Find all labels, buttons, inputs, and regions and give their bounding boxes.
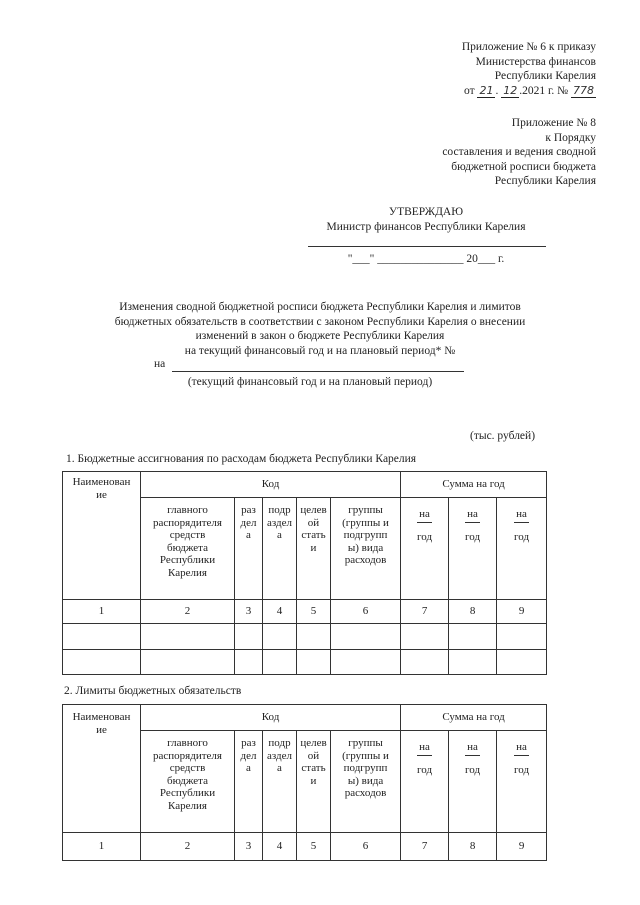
date-month: 12 [503, 83, 518, 97]
appendix-procedure-line1: Приложение № 8 [511, 117, 596, 129]
s2-sub-gr: главного распорядителя средств бюджета Республики Карелия [141, 731, 235, 833]
s1-num-4: 4 [263, 600, 297, 624]
doc-title-line3: изменений в закон о бюджете Республики Карелия [195, 330, 445, 342]
s2-num-5: 5 [297, 833, 331, 861]
s2-num-4: 4 [263, 833, 297, 861]
s1-sub-target: целев ой стать и [297, 498, 331, 600]
s1-num-3: 3 [235, 600, 263, 624]
s2-sub-podrazdel: подр аздел а [263, 731, 297, 833]
appendix-procedure-line2: к Порядку [545, 131, 596, 144]
s2-year3-na: на [514, 741, 529, 756]
s2-year-col-2 [449, 731, 497, 833]
s1-num-5: 5 [297, 600, 331, 624]
s2-year1-god: год [417, 764, 433, 776]
s2-num-3: 3 [235, 833, 263, 861]
section1-table [62, 471, 547, 675]
doc-title-line1: Изменения сводной бюджетной росписи бюджета Республики Карелия и лимитов [119, 301, 521, 313]
approval-title: УТВЕРЖДАЮ [388, 206, 464, 218]
appendix-procedure-block [442, 116, 596, 189]
s2-year-col-1 [401, 731, 449, 833]
s2-sub-target: целев ой стать и [297, 731, 331, 833]
appendix-procedure-line5: Республики Карелия [494, 175, 596, 187]
doc-title-line4: на текущий финансовый год и на плановый период* № [184, 344, 456, 357]
s2-num-9: 9 [497, 833, 547, 861]
doc-title-line2: бюджетных обязательств в соответствии с законом Республики Карелия о внесении [114, 315, 526, 328]
s1-col-name-header: Наименован ие [63, 472, 141, 600]
s2-num-1: 1 [63, 833, 141, 861]
appendix-order-line3: Республики Карелия [494, 70, 596, 82]
s1-empty-row-1 [63, 624, 547, 650]
s1-col-code-header: Код [141, 472, 401, 498]
appendix-order-block [462, 40, 596, 98]
appendix-procedure-line4: бюджетной росписи бюджета [451, 160, 596, 173]
s2-sub-razdel: раз дел а [235, 731, 263, 833]
s2-num-8: 8 [449, 833, 497, 861]
units-label: (тыс. рублей) [470, 430, 536, 442]
date-year: .2021 г. № [519, 84, 569, 97]
approval-position: Министр финансов Республики Карелия [326, 221, 526, 233]
s2-year2-na: на [465, 741, 480, 756]
appendix-procedure-line3: составления и ведения сводной [442, 146, 596, 158]
doc-title-line5-prefix: на [154, 358, 166, 370]
s1-year3-na: на [514, 508, 529, 523]
section2-title: 2. Лимиты бюджетных обязательств [64, 685, 242, 697]
date-day: 21 [479, 83, 494, 97]
s2-col-code-header: Код [141, 705, 401, 731]
date-sep: . [495, 84, 499, 97]
s1-year2-god: год [465, 531, 481, 543]
s1-num-7: 7 [401, 600, 449, 624]
s1-num-9: 9 [497, 600, 547, 624]
s1-sub-gr: главного распорядителя средств бюджета Республики Карелия [141, 498, 235, 600]
section2-table [62, 704, 547, 861]
s2-col-sum-header: Сумма на год [401, 705, 547, 731]
approval-signature-line [308, 246, 546, 247]
s1-empty-row-2 [63, 650, 547, 675]
s2-year3-god: год [514, 764, 530, 776]
s1-year-col-2 [449, 498, 497, 600]
s1-year1-god: год [417, 531, 433, 543]
s1-year-col-1 [401, 498, 449, 600]
s1-sub-podrazdel: подр аздел а [263, 498, 297, 600]
s2-sub-groups: группы (группы и подгрупп ы) вида расходов [331, 731, 401, 833]
s1-year3-god: год [514, 531, 530, 543]
s1-num-8: 8 [449, 600, 497, 624]
s2-year1-na: на [417, 741, 432, 756]
doc-title [0, 300, 640, 358]
s1-sub-groups: группы (группы и подгрупп ы) вида расходов [331, 498, 401, 600]
s2-num-2: 2 [141, 833, 235, 861]
s1-year-col-3 [497, 498, 547, 600]
date-prefix: от [463, 84, 475, 97]
s1-num-6: 6 [331, 600, 401, 624]
appendix-order-date [462, 84, 596, 99]
s2-col-name-header: Наименован ие [63, 705, 141, 833]
approval-date-line: "___" _______________ 20___ г. [347, 253, 505, 265]
s2-year2-god: год [465, 764, 481, 776]
s1-year2-na: на [465, 508, 480, 523]
s2-year-col-3 [497, 731, 547, 833]
section1-title: 1. Бюджетные ассигнования по расходам бюджета Республики Карелия [66, 453, 417, 465]
s2-num-7: 7 [401, 833, 449, 861]
s1-sub-razdel: раз дел а [235, 498, 263, 600]
appendix-order-line1: Приложение № 6 к приказу [461, 41, 596, 53]
s1-num-1: 1 [63, 600, 141, 624]
s1-year1-na: на [417, 508, 432, 523]
doc-title-blank-line [172, 371, 464, 372]
appendix-order-line2: Министерства финансов [475, 55, 596, 68]
s1-num-2: 2 [141, 600, 235, 624]
order-number: 778 [573, 83, 594, 97]
doc-title-line6: (текущий финансовый год и на плановый период) [187, 376, 433, 388]
s2-num-6: 6 [331, 833, 401, 861]
s1-col-sum-header: Сумма на год [401, 472, 547, 498]
